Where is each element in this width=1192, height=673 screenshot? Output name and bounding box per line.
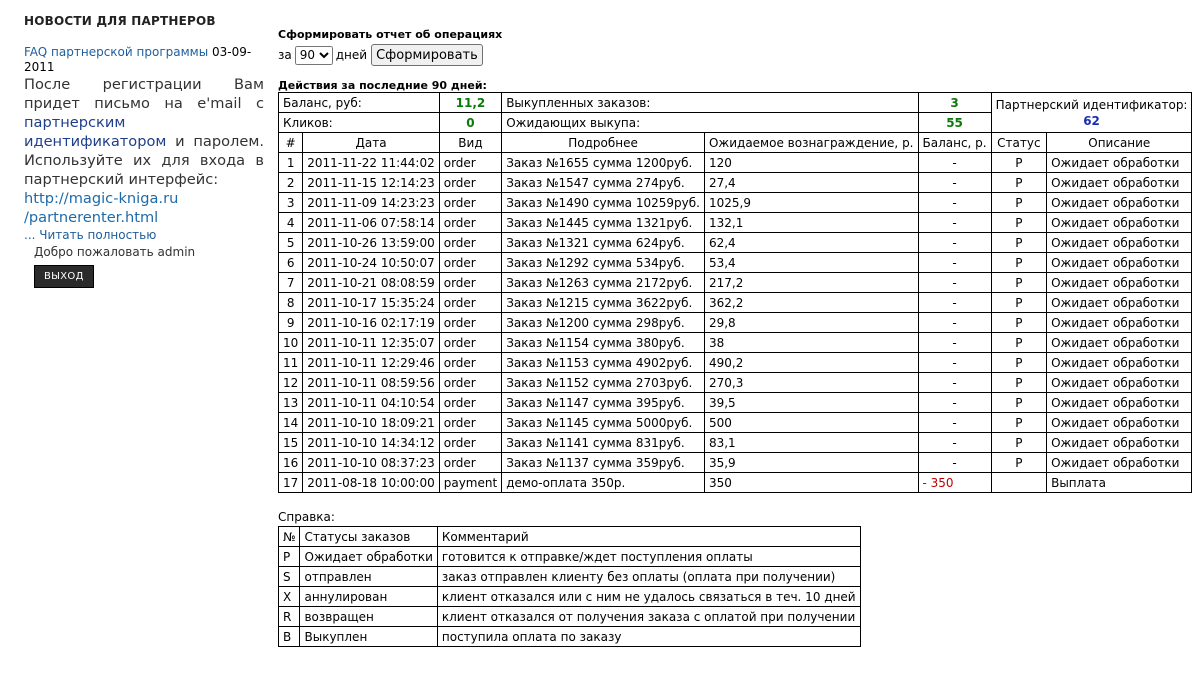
row-reward: 39,5 [704,393,918,413]
generate-report-button[interactable]: Сформировать [371,44,483,66]
table-row [279,333,1192,353]
row-details: Заказ №1147 сумма 395руб. [502,393,705,413]
help-comment: клиент отказался или с ним не удалось связаться в теч. 10 дней [437,587,860,607]
news-sidebar [24,14,264,288]
row-balance: - [918,253,991,273]
row-date: 2011-10-11 08:59:56 [303,373,439,393]
help-comment: поступила оплата по заказу [437,627,860,647]
row-details: Заказ №1154 сумма 380руб. [502,333,705,353]
news-item-header [24,45,264,75]
row-desc: Ожидает обработки [1047,413,1192,433]
help-col-name: Статусы заказов [300,527,437,547]
row-status: P [991,393,1046,413]
partner-enter-url-2[interactable]: /partnerenter.html [24,209,159,226]
row-type: payment [439,473,501,493]
row-balance: - [918,353,991,373]
help-row [279,567,861,587]
row-desc: Ожидает обработки [1047,293,1192,313]
row-balance: - [918,413,991,433]
col-header-balance: Баланс, р. [918,133,991,153]
welcome-text: Добро пожаловать admin [34,245,196,259]
row-type: order [439,153,501,173]
table-row [279,153,1192,173]
row-balance: - [918,433,991,453]
row-date: 2011-10-11 12:35:07 [303,333,439,353]
table-row [279,213,1192,233]
report-title: Сформировать отчет об операциях [278,28,503,41]
row-details: Заказ №1200 сумма 298руб. [502,313,705,333]
row-date: 2011-11-22 11:44:02 [303,153,439,173]
help-status-name: аннулирован [300,587,437,607]
row-num: 5 [279,233,303,253]
row-balance: - [918,393,991,413]
row-reward: 62,4 [704,233,918,253]
help-code: B [279,627,300,647]
row-date: 2011-10-11 04:10:54 [303,393,439,413]
help-table [278,526,861,647]
row-status: P [991,193,1046,213]
row-num: 2 [279,173,303,193]
row-balance: - [918,373,991,393]
row-status: P [991,453,1046,473]
row-status: P [991,253,1046,273]
row-desc: Ожидает обработки [1047,233,1192,253]
partner-id-value: 62 [1083,113,1100,128]
help-code: P [279,547,300,567]
row-details: Заказ №1655 сумма 1200руб. [502,153,705,173]
row-desc: Ожидает обработки [1047,273,1192,293]
help-row [279,607,861,627]
row-balance: - [918,213,991,233]
report-prefix: за [278,48,292,62]
row-details: Заказ №1490 сумма 10259руб. [502,193,705,213]
row-balance: - [918,333,991,353]
row-reward: 350 [704,473,918,493]
row-desc: Ожидает обработки [1047,313,1192,333]
row-reward: 35,9 [704,453,918,473]
row-num: 11 [279,353,303,373]
row-date: 2011-08-18 10:00:00 [303,473,439,493]
table-row [279,353,1192,373]
row-num: 7 [279,273,303,293]
row-date: 2011-11-09 14:23:23 [303,193,439,213]
table-row [279,273,1192,293]
row-date: 2011-10-17 15:35:24 [303,293,439,313]
row-desc: Ожидает обработки [1047,433,1192,453]
row-date: 2011-10-16 02:17:19 [303,313,439,333]
pending-label: Ожидающих выкупа: [502,113,918,133]
days-select[interactable] [295,46,333,65]
partner-id-label: Партнерский идентификатор: [995,97,1188,112]
row-type: order [439,413,501,433]
help-col-comment: Комментарий [437,527,860,547]
operations-body [279,153,1192,493]
row-reward: 132,1 [704,213,918,233]
summary-row-1 [279,93,1192,113]
help-title: Справка: [278,510,335,524]
row-reward: 1025,9 [704,193,918,213]
row-date: 2011-10-24 10:50:07 [303,253,439,273]
row-balance: - [918,193,991,213]
row-type: order [439,453,501,473]
row-details: демо-оплата 350р. [502,473,705,493]
row-details: Заказ №1547 сумма 274руб. [502,173,705,193]
row-status: P [991,353,1046,373]
row-type: order [439,213,501,233]
row-num: 15 [279,433,303,453]
row-desc: Ожидает обработки [1047,213,1192,233]
row-desc: Ожидает обработки [1047,333,1192,353]
row-balance: - [918,153,991,173]
news-body-text-2: и паролем. Используйте их для входа в партнерский интерфейс: [24,133,264,188]
row-num: 8 [279,293,303,313]
row-status: P [991,233,1046,253]
row-details: Заказ №1153 сумма 4902руб. [502,353,705,373]
help-row [279,587,861,607]
row-status: P [991,153,1046,173]
table-row [279,393,1192,413]
main-content [278,28,1192,647]
row-balance: - [918,233,991,253]
row-balance: - [918,173,991,193]
table-row [279,313,1192,333]
row-desc: Ожидает обработки [1047,453,1192,473]
table-row [279,253,1192,273]
help-col-code: № [279,527,300,547]
read-more-dots: ... [24,228,36,242]
row-type: order [439,333,501,353]
help-status-name: Выкуплен [300,627,437,647]
logout-button[interactable]: ВЫХОД [34,265,94,288]
row-reward: 27,4 [704,173,918,193]
row-date: 2011-10-10 08:37:23 [303,453,439,473]
help-header-row [279,527,861,547]
row-type: order [439,313,501,333]
help-code: X [279,587,300,607]
row-details: Заказ №1145 сумма 5000руб. [502,413,705,433]
partner-enter-url-1[interactable]: http://magic-kniga.ru [24,190,179,207]
news-item-body [24,75,264,227]
row-date: 2011-10-10 18:09:21 [303,413,439,433]
help-row [279,627,861,647]
help-body [279,547,861,647]
row-desc: Выплата [1047,473,1192,493]
row-num: 13 [279,393,303,413]
row-type: order [439,253,501,273]
row-num: 17 [279,473,303,493]
table-row [279,453,1192,473]
help-code: R [279,607,300,627]
row-type: order [439,173,501,193]
row-status: P [991,213,1046,233]
row-reward: 38 [704,333,918,353]
row-status: P [991,273,1046,293]
row-type: order [439,353,501,373]
news-item-link[interactable]: FAQ партнерской программы [24,45,209,59]
row-status: P [991,333,1046,353]
clicks-value: 0 [439,113,501,133]
row-status: P [991,413,1046,433]
row-desc: Ожидает обработки [1047,253,1192,273]
help-code: S [279,567,300,587]
row-type: order [439,233,501,253]
row-num: 14 [279,413,303,433]
row-reward: 270,3 [704,373,918,393]
report-form [278,44,1192,66]
row-reward: 29,8 [704,313,918,333]
table-row [279,373,1192,393]
row-status: P [991,173,1046,193]
row-type: order [439,433,501,453]
news-item-date: 03-09-2011 [24,45,252,74]
row-reward: 120 [704,153,918,173]
clicks-label: Кликов: [279,113,440,133]
table-header-row [279,133,1192,153]
help-comment: заказ отправлен клиенту без оплаты (оплата при получении) [437,567,860,587]
row-reward: 362,2 [704,293,918,313]
row-reward: 83,1 [704,433,918,453]
row-date: 2011-10-11 12:29:46 [303,353,439,373]
row-balance: - [918,453,991,473]
partner-id-link[interactable]: партнерским идентификатором [24,114,167,150]
period-title: Действия за последние 90 дней: [278,79,487,92]
row-balance: - 350 [918,473,991,493]
row-num: 1 [279,153,303,173]
row-details: Заказ №1215 сумма 3622руб. [502,293,705,313]
col-header-type: Вид [439,133,501,153]
table-row [279,233,1192,253]
row-details: Заказ №1292 сумма 534руб. [502,253,705,273]
row-type: order [439,293,501,313]
row-details: Заказ №1445 сумма 1321руб. [502,213,705,233]
col-header-details: Подробнее [502,133,705,153]
col-header-num: # [279,133,303,153]
read-more [24,228,264,242]
row-num: 16 [279,453,303,473]
row-balance: - [918,273,991,293]
row-reward: 490,2 [704,353,918,373]
row-reward: 217,2 [704,273,918,293]
row-date: 2011-11-06 07:58:14 [303,213,439,233]
col-header-date: Дата [303,133,439,153]
bought-value: 3 [918,93,991,113]
help-status-name: возвращен [300,607,437,627]
balance-label: Баланс, руб: [279,93,440,113]
row-desc: Ожидает обработки [1047,373,1192,393]
table-row [279,293,1192,313]
pending-value: 55 [918,113,991,133]
operations-table [278,92,1192,493]
table-row [279,173,1192,193]
row-desc: Ожидает обработки [1047,393,1192,413]
col-header-desc: Описание [1047,133,1192,153]
row-status: P [991,293,1046,313]
row-desc: Ожидает обработки [1047,353,1192,373]
row-details: Заказ №1137 сумма 359руб. [502,453,705,473]
row-num: 4 [279,213,303,233]
table-row [279,193,1192,213]
row-details: Заказ №1263 сумма 2172руб. [502,273,705,293]
row-details: Заказ №1321 сумма 624руб. [502,233,705,253]
help-row [279,547,861,567]
row-status: P [991,433,1046,453]
table-row [279,473,1192,493]
row-num: 3 [279,193,303,213]
row-type: order [439,193,501,213]
row-status: P [991,313,1046,333]
row-status [991,473,1046,493]
bought-label: Выкупленных заказов: [502,93,918,113]
report-suffix: дней [335,48,368,62]
table-row [279,413,1192,433]
partner-id-cell [991,93,1192,133]
row-num: 10 [279,333,303,353]
row-date: 2011-10-21 08:08:59 [303,273,439,293]
balance-value: 11,2 [439,93,501,113]
row-type: order [439,373,501,393]
row-details: Заказ №1152 сумма 2703руб. [502,373,705,393]
row-date: 2011-10-26 13:59:00 [303,233,439,253]
row-desc: Ожидает обработки [1047,173,1192,193]
row-reward: 53,4 [704,253,918,273]
row-details: Заказ №1141 сумма 831руб. [502,433,705,453]
row-desc: Ожидает обработки [1047,193,1192,213]
row-num: 9 [279,313,303,333]
row-reward: 500 [704,413,918,433]
row-status: P [991,373,1046,393]
help-comment: готовится к отправке/ждет поступления оплаты [437,547,860,567]
col-header-reward: Ожидаемое вознаграждение, р. [704,133,918,153]
table-row [279,433,1192,453]
help-status-name: Ожидает обработки [300,547,437,567]
col-header-status: Статус [991,133,1046,153]
row-balance: - [918,313,991,333]
row-balance: - [918,293,991,313]
row-type: order [439,273,501,293]
row-num: 12 [279,373,303,393]
read-more-link[interactable]: Читать полностью [39,228,157,242]
row-date: 2011-11-15 12:14:23 [303,173,439,193]
help-status-name: отправлен [300,567,437,587]
row-num: 6 [279,253,303,273]
row-date: 2011-10-10 14:34:12 [303,433,439,453]
row-desc: Ожидает обработки [1047,153,1192,173]
news-title: НОВОСТИ ДЛЯ ПАРТНЕРОВ [24,14,216,28]
news-body-text-1: После регистрации Вам придет письмо на e'mail с [24,76,264,112]
row-type: order [439,393,501,413]
help-comment: клиент отказался от получения заказа с оплатой при получении [437,607,860,627]
